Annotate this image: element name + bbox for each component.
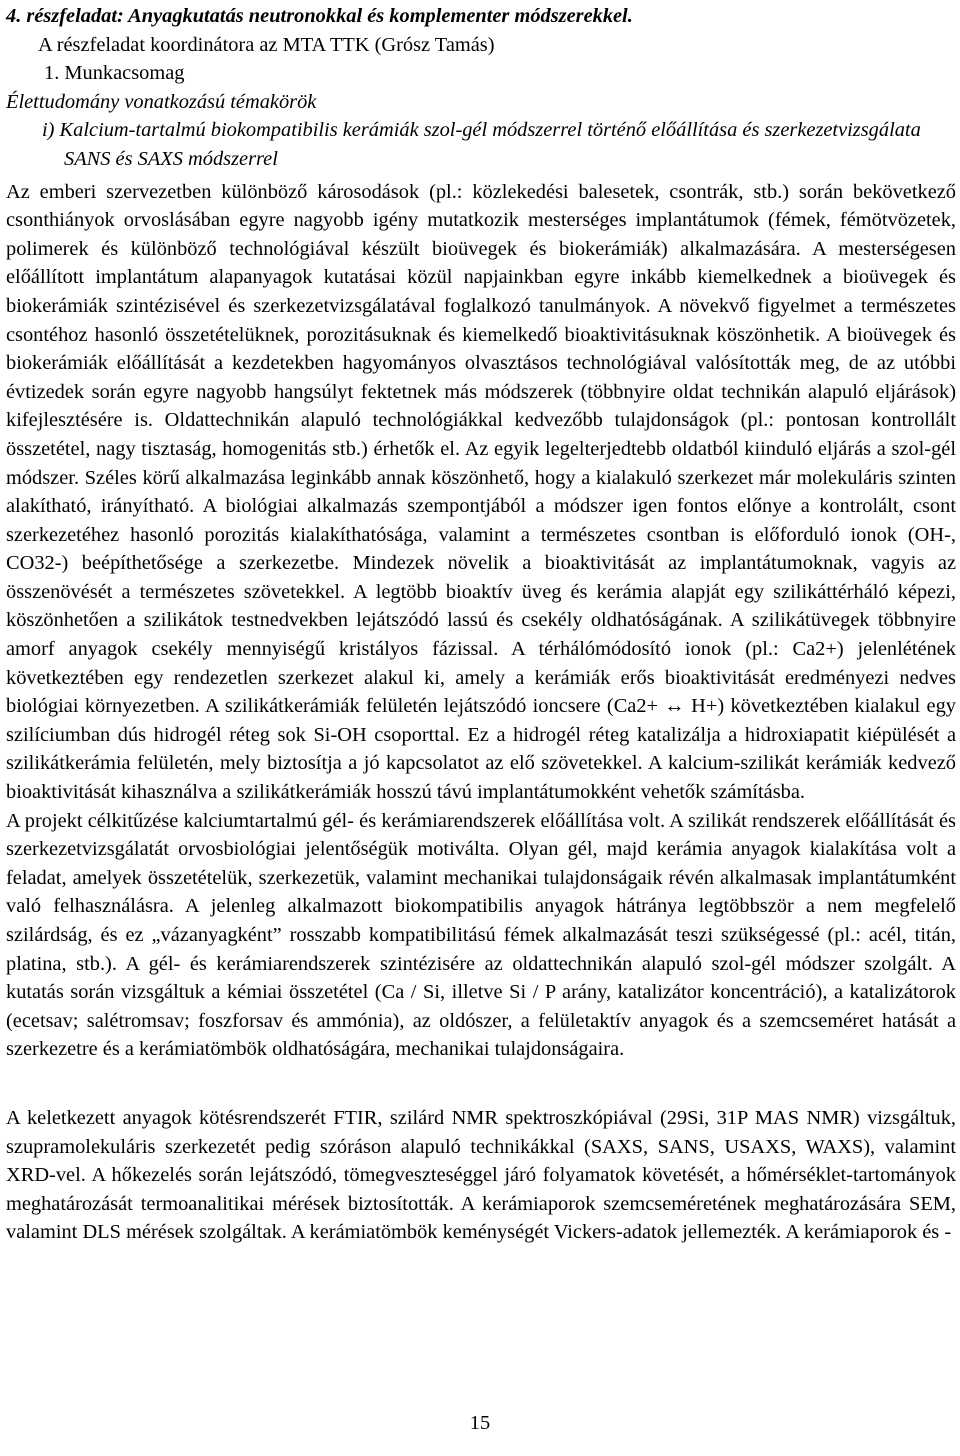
workgroup-line: 1. Munkacsomag xyxy=(44,62,185,85)
coordinator-line: A részfeladat koordinátora az MTA TTK (Grósz Tamás) xyxy=(38,33,495,56)
body-paragraph: Az emberi szervezetben különböző károsodások (pl.: közlekedési balesetek, csontrák, stb.) során bekövetkező csonthiányok orvoslásában egyre nagyobb igény mutatkozik mesterséges implantátumok (fémek, fémötvözetek, polimerek és különböző technológiával készült bioüvegek és biokerámiák) alkalmazására. A mesterségesen előállított implantátum alapanyagok kutatásai közül napjainkban egyre inkább kiemelkednek a bioüvegek és biokerámiák szintézisével és szerkezetvizsgálatával foglalkozó tanulmányok. A növekvő figyelmet a természetes csontéhoz hasonló összetételüknek, porozitásuknak és kiemelkedő bioaktivitásuknak köszönhetik. A bioüvegek és biokerámiák előállítását a kezdetekben hagyományos olvasztásos technológiával valósították meg, de az utóbbi évtizedek során egyre nagyobb hangsúlyt fektetnek más módszerek (többnyire oldat technikán alapuló eljárások) kifejlesztésére is. Oldattechnikán alapuló technológiákkal kedvezőbb tulajdonságok (pl.: pontosan kontrollált összetétel, nagy tisztaság, homogenitás stb.) érhetők el. Az egyik legelterjedtebb oldatból kiinduló eljárás a szol-gél módszer. Széles körű alkalmazása leginkább annak köszönhető, hogy a kialakuló szerkezet már molekuláris szinten alakítható, irányítható. A biológiai alkalmazás szempontjából a módszer igen fontos előnye a kontrolált, csont szerkezetéhez hasonló porozitás kialakíthatósága, valamint a természetes csontban is előforduló ionok (OH-, CO32-) beépíthetősége a szerkezetbe. Mindezek növelik a bioaktivitását az implantátumoknak, vagyis az összenövését a természetes szövetekkel. A legtöbb bioaktív üveg és kerámia alapját egy szilikáttérháló képezi, köszönhetően a szilikátok testnedvekben lejátszódó lassú és csekély oldhatóságának. A szilikátüvegek többnyire amorf anyagok csekély mennyiségű kristályos fázissal. A térhálómódosító ionok (pl.: Ca2+) jelenlétének következtében egy rendezetlen szerkezet alakul ki, amely a kerámiák erős bioaktivitását eredményezi nedves biológiai környezetben. A szilikátkerámiák felületén lejátszódó ioncsere (Ca2+ ↔ H+) következtében kialakul egy szilíciumban dús hidrogél réteg sok Si-OH csoporttal. Ez a hidrogél réteg katalizálja a hidroxiapatit kiépülését a szilikátkerámia felületén, mely biztosítja a jó kapcsolatot az elő szövetekkel. A kalcium-szilikát kerámiák kedvező bioaktivitását kihasználva a szilikátkerámiák hosszú távú implantátumokként vehetők számításba. xyxy=(6,180,956,804)
body-paragraph: A keletkezett anyagok kötésrendszerét FTIR, szilárd NMR spektroszkópiával (29Si, 31P MAS NMR) vizsgáltuk, szupramolekuláris szerkezetét pedig szóráson alapuló technikákkal (SAXS, SANS, USAXS, WAXS), valamint XRD-vel. A hőkezelés során lejátszódó, tömegveszteséggel járó folyamatok követését, a hőmérséklet-tartományok meghatározását termoanalitikai mérések biztosították. A kerámiaporok szemcseméretének meghatározására SEM, valamint DLS mérések szolgáltak. A kerámiatömbök keménységét Vickers-adatok jellemezték. A kerámiaporok és - xyxy=(6,1106,956,1244)
document-page xyxy=(6,0,956,1247)
paragraph-gap xyxy=(6,1064,956,1104)
topic-area: Élettudomány vonatkozású témakörök xyxy=(6,90,317,113)
page-number: 15 xyxy=(469,1412,491,1434)
body-paragraph: A projekt célkitűzése kalciumtartalmú gél- és kerámiarendszerek előállítása volt. A szilikát rendszerek előállítását és szerkezetvizsgálatát orvosbiológiai jelentőségük motiválta. Olyan gél, majd kerámia anyagok kialakítása volt a feladat, amelyek összetételük, szerkezetük, valamint mechanikai tulajdonságaik révén alkalmasak implantátumként való felhasználásra. A jelenleg alkalmazott biokompatibilis anyagok hátránya legtöbbször a nem megfelelő szilárdság, és ez „vázanyagként” rosszabb kompatibilitású fémek alkalmazását teszi szükségessé (pl.: acél, titán, platina, stb.). A gél- és kerámiarendszerek szintézisére az oldattechnikán alapuló szol-gél módszer szolgált. A kutatás során vizsgáltuk a kémiai összetétel (Ca / Si, illetve Si / P arány, katalizátor koncentráció), a katalizátorok (ecetsav; salétromsav; foszforsav és ammónia), az oldószer, a felületaktív anyagok és a szemcseméret hatását a szerkezetre és a kerámiatömbök oldhatóságára, mechanikai tulajdonságaira. xyxy=(6,809,956,1061)
section-heading: 4. részfeladat: Anyagkutatás neutronokkal és komplementer módszerekkel. xyxy=(6,5,633,27)
subtopic-title: i) Kalcium-tartalmú biokompatibilis kerámiák szol-gél módszerrel történő előállítása és szerkezetvizsgálata SANS és SAXS módszerrel xyxy=(42,119,921,170)
